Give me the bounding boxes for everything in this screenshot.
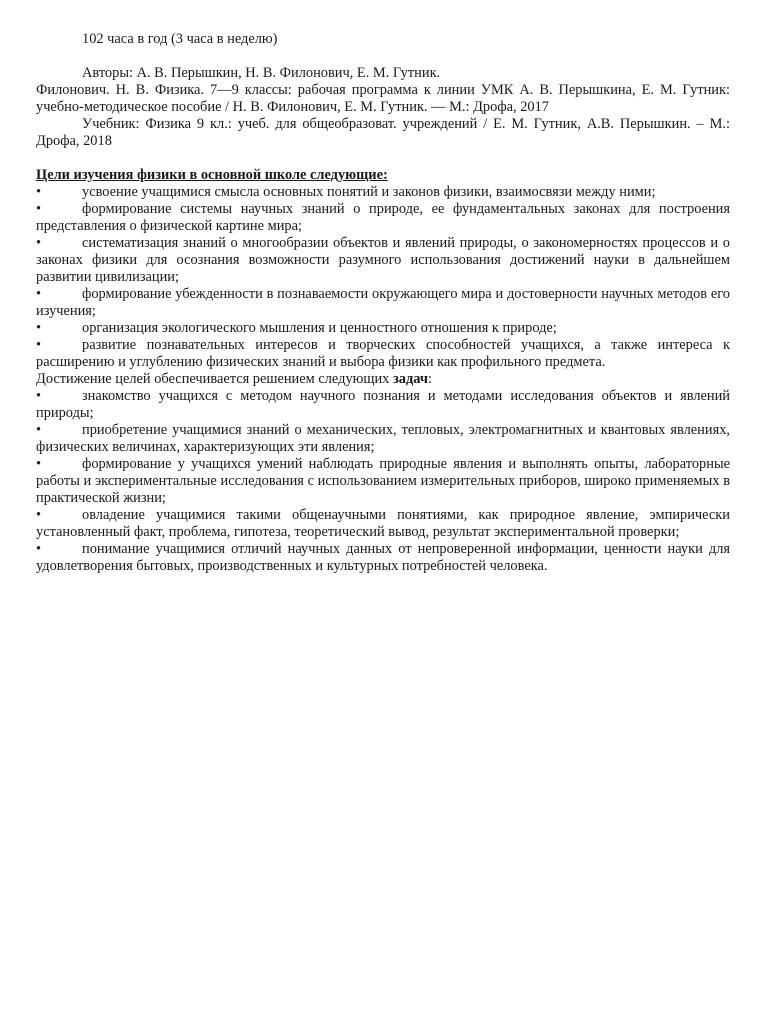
goals-heading-text: Цели изучения физики в основной школе следующие: [36,167,388,183]
bullet-icon: • [36,337,42,353]
authors-line: Авторы: А. В. Перышкин, Н. В. Филонович, Е. М. Гутник. [82,65,441,81]
list-item [36,337,730,371]
list-item [36,235,730,286]
document-body [36,31,730,575]
bullet-icon: • [36,201,42,217]
list-item [36,541,730,575]
bullet-icon: • [36,541,42,557]
list-item [36,320,730,337]
textbook-reference: Учебник: Физика 9 кл.: учеб. для общеобразоват. учреждений / Е. М. Гутник, А.В. Перышкин. – М.: Дрофа, 2018 [36,116,730,149]
list-item-text: формирование системы научных знаний о природе, ее фундаментальных законах для построения представления о физической картине мира; [36,201,730,234]
list-item-text: формирование убежденности в познаваемости окружающего мира и достоверности научных методов его изучения; [36,286,730,319]
list-item-text: развитие познавательных интересов и творческих способностей учащихся, а также интереса к расширению и углублению физических знаний и выбора физики как профильного предмета. [36,337,730,370]
list-item [36,184,730,201]
spacer [36,48,730,65]
list-item [36,286,730,320]
list-item-text: организация экологического мышления и ценностного отношения к природе; [82,320,557,336]
list-item-text: формирование у учащихся умений наблюдать природные явления и выполнять опыты, лабораторные работы и экспериментальные исследования с использованием измерительных приборов, широко применяемых в практической жизни; [36,456,730,506]
bullet-icon: • [36,320,42,336]
tasks-list [36,388,730,575]
program-reference: Филонович. Н. В. Физика. 7—9 классы: рабочая программа к линии УМК А. В. Перышкина, Е. М. Гутник: учебно-методическое пособие / Н. В. Филонович, Е. М. Гутник. — М.: Дрофа, 2017 [36,82,730,115]
hours-line: 102 часа в год (3 часа в неделю) [82,31,278,47]
list-item-text: приобретение учащимися знаний о механических, тепловых, электромагнитных и квантовых явлениях, физических величинах, характеризующих эти явления; [36,422,730,455]
bullet-icon: • [36,422,42,438]
list-item-text: понимание учащимися отличий научных данных от непроверенной информации, ценности науки для удовлетворения бытовых, производственных и культурных потребностей человека. [36,541,730,574]
goals-list [36,184,730,371]
bullet-icon: • [36,184,42,200]
bullet-icon: • [36,388,42,404]
list-item [36,422,730,456]
spacer [36,150,730,167]
bullet-icon: • [36,235,42,251]
bullet-icon: • [36,507,42,523]
goals-heading [36,167,730,184]
list-item-text: знакомство учащихся с методом научного познания и методами исследования объектов и явлений природы; [36,388,730,421]
list-item-text: усвоение учащимися смысла основных понятий и законов физики, взаимосвязи между ними; [82,184,656,200]
list-item [36,201,730,235]
list-item [36,456,730,507]
tasks-intro-text: Достижение целей обеспечивается решением следующих [36,371,393,387]
tasks-intro-keyword: задач [392,371,428,387]
list-item-text: систематизация знаний о многообразии объектов и явлений природы, о закономерностях процессов и о законах физики для осознания возможности разумного использования достижений науки в дальнейшем развитии цивилизации; [36,235,730,285]
bullet-icon: • [36,456,42,472]
tasks-intro-colon: : [427,371,432,387]
list-item [36,388,730,422]
tasks-intro [36,371,730,388]
list-item-text: овладение учащимися такими общенаучными понятиями, как природное явление, эмпирически установленный факт, проблема, гипотеза, теоретический вывод, результат экспериментальной проверки; [36,507,730,540]
bullet-icon: • [36,286,42,302]
list-item [36,507,730,541]
